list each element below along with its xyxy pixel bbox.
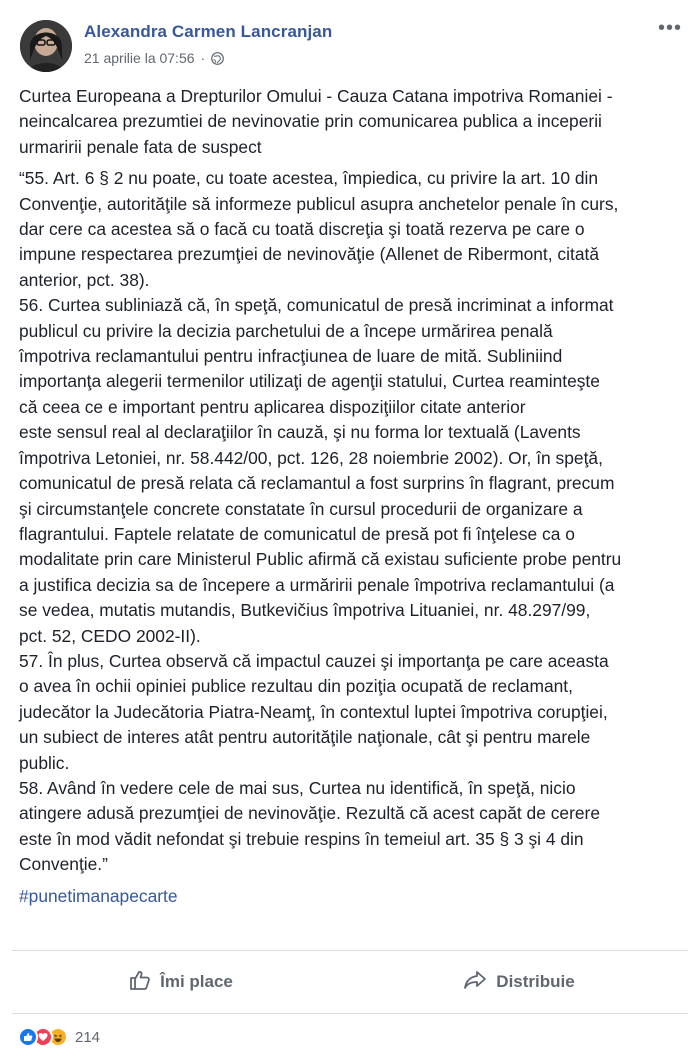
- text-line: comunicatul de presă relata că reclamantul a fost surprins în flagrant, precum: [19, 473, 615, 494]
- text-line: că ceea ce e important pentru aplicarea dispoziţiilor citate anterior: [19, 396, 526, 417]
- text-line: “55. Art. 6 § 2 nu poate, cu toate acestea, împiedica, cu privire la art. 10 din: [19, 168, 599, 189]
- text-line: modalitate prin care Ministerul Public afirmă că existau suficiente probe pentru: [19, 549, 622, 570]
- text-line: a justifica decizia sa de începere a urmăririi penale împotriva reclamantului (a: [19, 574, 615, 595]
- divider: [12, 950, 688, 951]
- text-line: Convenţie, autorităţile să informeze publicul asupra anchetelor penale în curs,: [19, 193, 619, 214]
- avatar[interactable]: [20, 20, 72, 72]
- divider: [12, 1013, 688, 1014]
- text-line: urmaririi penale fata de suspect: [19, 136, 262, 157]
- post-title-paragraph: [19, 84, 685, 160]
- text-line: împotriva Letoniei, nr. 58.442/00, pct. 126, 28 noiembrie 2002). Or, în speţă,: [19, 447, 603, 468]
- text-line: public.: [19, 752, 70, 773]
- post-text: [19, 84, 685, 909]
- text-line: este în mod vădit nefondat şi trebuie respins în temeiul art. 35 § 3 şi 4 din: [19, 828, 584, 849]
- text-line: 56. Curtea subliniază că, în speţă, comunicatul de presă incriminat a informat: [19, 295, 614, 316]
- text-line: dar cere ca acestea să o facă cu toată discreţia şi toată rezerva pe care o: [19, 219, 585, 240]
- like-button[interactable]: [12, 969, 350, 996]
- text-line: o avea în ochii opiniei publice rezultau din poziţia ocupată de reclamant,: [19, 676, 573, 697]
- text-line: şi circumstanţele concrete constatate în cursul procedurii de organizare a: [19, 498, 583, 519]
- more-options-icon[interactable]: •••: [657, 17, 682, 39]
- text-line: neincalcarea prezumtiei de nevinovatie prin comunicarea publica a inceperii: [19, 111, 602, 132]
- post-timestamp[interactable]: 21 aprilie la 07:56: [84, 50, 195, 66]
- share-arrow-icon: [463, 969, 487, 996]
- text-line: importanţa alegerii termenilor utilizaţi de agenţii statului, Curtea reaminteşte: [19, 371, 600, 392]
- text-line: 57. În plus, Curtea observă că impactul cauzei şi importanţa pe care aceasta: [19, 650, 609, 671]
- thumbs-up-icon: [129, 969, 151, 996]
- separator: ·: [200, 50, 206, 66]
- text-line: flagrantului. Faptele relatate de comunicatul de presă pot fi înţelese ca o: [19, 523, 575, 544]
- text-line: pct. 52, CEDO 2002-II).: [19, 625, 201, 646]
- text-line: Curtea Europeana a Drepturilor Omului - Cauza Catana impotriva Romaniei -: [19, 86, 613, 106]
- text-line: atingere adusă prezumţiei de nevinovăţie. Rezultă că acest capăt de cerere: [19, 803, 600, 824]
- text-line: un subiect de interes atât pentru autorităţile naţionale, cât şi pentru marele: [19, 727, 591, 748]
- hashtag-link[interactable]: #punetimanapecarte: [19, 885, 178, 906]
- share-button[interactable]: [350, 969, 688, 996]
- post-quote-paragraph: [19, 166, 685, 877]
- post-meta: [84, 50, 224, 66]
- like-reaction-icon: [18, 1027, 38, 1047]
- share-label: Distribuie: [496, 972, 575, 991]
- globe-icon[interactable]: [211, 52, 224, 65]
- text-line: publicul cu privire la decizia parchetului de a începe urmărirea penală: [19, 320, 553, 341]
- text-line: judecător la Judecătoria Piatra-Neamţ, în contextul luptei împotriva corupţiei,: [19, 701, 608, 722]
- reactions-summary[interactable]: [18, 1026, 100, 1048]
- text-line: împotriva reclamantului pentru infracţiunea de luare de mită. Subliniind: [19, 346, 563, 367]
- post-actions: [12, 960, 688, 1004]
- text-line: se vedea, mutatis mutandis, Butkevičius împotriva Lituaniei, nr. 48.297/99,: [19, 600, 591, 621]
- text-line: este sensul real al declaraţiilor în cauză, şi nu forma lor textuală (Lavents: [19, 422, 581, 443]
- text-line: impune respectarea prezumţiei de nevinovăţie (Allenet de Ribermont, citată: [19, 244, 599, 265]
- reactions-count[interactable]: 214: [75, 1028, 101, 1046]
- text-line: 58. Având în vedere cele de mai sus, Curtea nu identifică, în speţă, nicio: [19, 777, 576, 798]
- author-name[interactable]: Alexandra Carmen Lancranjan: [84, 22, 333, 41]
- text-line: Convenţie.”: [19, 854, 108, 875]
- like-label: Îmi place: [160, 972, 233, 991]
- text-line: anterior, pct. 38).: [19, 269, 150, 290]
